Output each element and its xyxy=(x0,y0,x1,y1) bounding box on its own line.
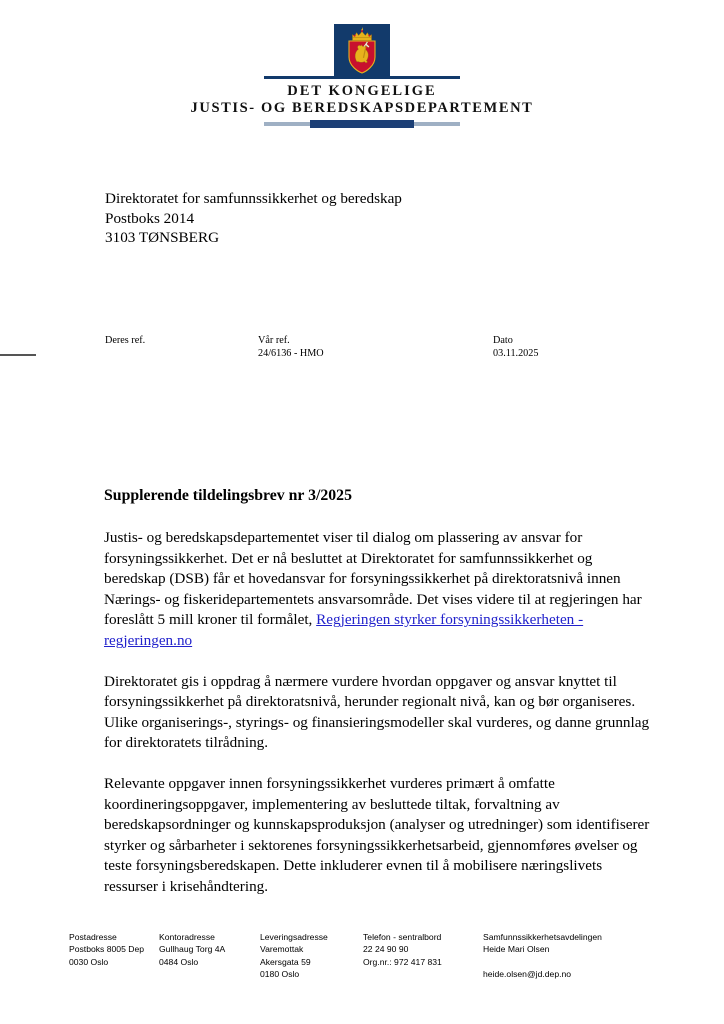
letterhead-line-1: DET KONGELIGE xyxy=(287,83,437,99)
regjeringen-link[interactable]: Regjeringen styrker forsyningssikkerheten - regjeringen.no xyxy=(104,611,584,649)
letterhead-line-2: JUSTIS- OG BEREDSKAPSDEPARTEMENT xyxy=(190,100,534,117)
reference-row xyxy=(105,334,650,360)
letterhead xyxy=(0,24,724,129)
letter-body xyxy=(104,528,650,918)
norwegian-coat-of-arms-icon xyxy=(345,26,379,74)
body-paragraph-1 xyxy=(104,528,650,652)
footer-delivery-address-line-3: 0180 Oslo xyxy=(260,969,300,980)
their-reference xyxy=(105,334,258,360)
footer-org-number: Org.nr.: 972 417 831 xyxy=(363,956,442,967)
recipient-address xyxy=(105,189,402,248)
letterhead-rule-navy xyxy=(310,120,414,128)
footer-office-address-line-1: Gullhaug Torg 4A xyxy=(159,944,226,955)
footer-delivery-address-line-1: Varemottak xyxy=(260,944,304,955)
footer-postal-address-label: Postadresse xyxy=(69,932,117,942)
footer-delivery-address-label: Leveringsadresse xyxy=(260,932,328,942)
footer-phone-number: 22 24 90 90 xyxy=(363,944,409,955)
their-reference-label: Deres ref. xyxy=(105,335,146,346)
letter-date-label: Dato xyxy=(493,335,513,346)
letter-date xyxy=(493,334,643,360)
our-reference xyxy=(258,334,493,360)
footer-contact-person: Heide Mari Olsen xyxy=(483,944,550,955)
letter-footer xyxy=(69,931,669,981)
footer-phone-label: Telefon - sentralbord xyxy=(363,932,442,942)
footer-delivery-address xyxy=(260,931,363,981)
body-paragraph-1-text: Justis- og beredskapsdepartementet viser til dialog om plassering av ansvar for forsyningssikkerhet. Det er nå besluttet at Direktoratet for samfunnssikkerhet og beredskap (DSB) får et hovedansvar for forsyningssikkerhet på direktoratsnivå innen Nærings- og fiskeridepartementets ansvarsområde. Det vises videre til at regjeringen har foreslått 5 mill kroner til formålet, xyxy=(104,529,642,629)
footer-delivery-address-line-2: Akersgata 59 xyxy=(260,956,311,967)
footer-office-address xyxy=(159,931,260,981)
footer-spacer xyxy=(483,956,663,968)
footer-phone xyxy=(363,931,483,981)
recipient-name: Direktoratet for samfunnssikkerhet og beredskap xyxy=(105,190,402,207)
letterhead-rule-bottom xyxy=(264,120,460,129)
footer-contact-email: heide.olsen@jd.dep.no xyxy=(483,969,572,980)
footer-office-address-label: Kontoradresse xyxy=(159,932,215,942)
recipient-city: 3103 TØNSBERG xyxy=(105,229,220,246)
letter-subject: Supplerende tildelingsbrev nr 3/2025 xyxy=(104,487,352,504)
footer-postal-address xyxy=(69,931,159,981)
footer-contact xyxy=(483,931,663,981)
footer-postal-address-line-1: Postboks 8005 Dep xyxy=(69,944,145,955)
fold-mark xyxy=(0,354,36,356)
letterhead-rule-top xyxy=(264,76,460,79)
body-paragraph-2: Direktoratet gis i oppdrag å nærmere vurdere hvordan oppgaver og ansvar knyttet til forsyningssikkerhet på direktoratsnivå, herunder regionalt nivå, kan og bør organiseres. Ulike organiserings-, styrings- og finansieringsmodeller skal vurderes, og danne grunnlag for direktoratets tilrådning. xyxy=(104,672,650,752)
our-reference-value: 24/6136 - HMO xyxy=(258,348,324,359)
footer-department-name: Samfunnssikkerhetsavdelingen xyxy=(483,932,602,942)
footer-postal-address-line-2: 0030 Oslo xyxy=(69,956,109,967)
body-paragraph-3: Relevante oppgaver innen forsyningssikkerhet vurderes primært å omfatte koordineringsoppgaver, implementering av besluttede tiltak, forvaltning av beredskapsordninger og kunnskapsproduksjon (analyser og utredninger) som identifiserer styrker og sårbarheter i sektorenes forsyningssikkerhetsarbeid, gjennomføres øvelser og teste forsyningsberedskapen. Dette inkluderer evnen til å mobilisere næringslivets ressurser i krisehåndtering. xyxy=(104,774,650,895)
our-reference-label: Vår ref. xyxy=(258,335,290,346)
coat-of-arms-block xyxy=(334,24,390,76)
footer-office-address-line-2: 0484 Oslo xyxy=(159,956,199,967)
letter-date-value: 03.11.2025 xyxy=(493,348,539,359)
recipient-po-box: Postboks 2014 xyxy=(105,209,195,227)
letterhead-wordmark xyxy=(191,83,534,117)
